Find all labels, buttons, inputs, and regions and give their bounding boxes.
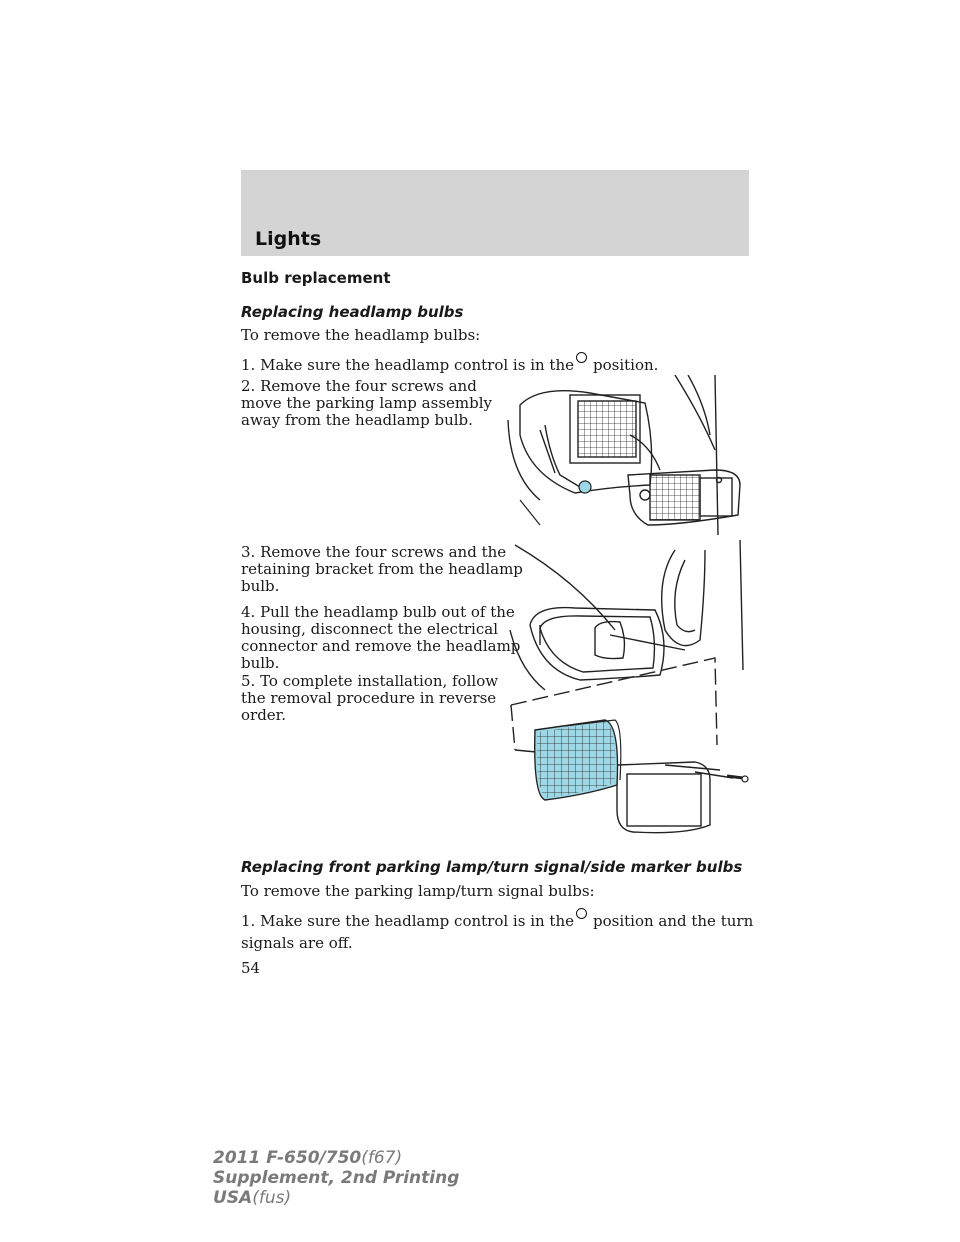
step-2 [241,378,492,429]
step-2-line: away from the headlamp bulb. [241,411,473,429]
step-1-text-b: position. [592,356,659,374]
heading-replacing-parking-lamp: Replacing front parking lamp/turn signal/side marker bulbs [241,858,743,876]
step-1 [241,352,658,374]
step-4-line: connector and remove the headlamp [241,637,521,655]
footer-region-code: (fus) [252,1188,292,1208]
step-4 [241,604,520,672]
headlamp-bulb-removal-illustration [505,540,760,840]
footer-region: USA [213,1188,253,1208]
intro-headlamp: To remove the headlamp bulbs: [241,326,481,344]
step-4-line: housing, disconnect the electrical [241,620,498,638]
step-2-line: 2. Remove the four screws and [241,377,477,395]
parking-step-1-text-b: position and the turn [592,912,754,930]
heading-bulb-replacement: Bulb replacement [241,269,391,287]
step-3 [241,544,523,595]
step-4-line: 4. Pull the headlamp bulb out of the [241,603,515,621]
step-3-line: bulb. [241,577,280,595]
step-3-line: retaining bracket from the headlamp [241,560,523,578]
step-2-line: move the parking lamp assembly [241,394,492,412]
parking-step-1-text-c: signals are off. [241,934,353,952]
section-header-band [241,170,749,256]
parking-step-1 [241,908,753,952]
circle-off-icon [576,352,587,363]
heading-replacing-headlamp: Replacing headlamp bulbs [241,303,464,321]
step-3-line: 3. Remove the four screws and the [241,543,507,561]
step-4-line: bulb. [241,654,280,672]
footer-model: 2011 F-650/750 [213,1148,362,1168]
step-5-line: 5. To complete installation, follow [241,672,499,690]
step-5-line: order. [241,706,286,724]
footer-model-code: (f67) [361,1148,403,1168]
section-title: Lights [255,228,322,250]
page-number: 54 [241,959,261,977]
step-1-text-a: 1. Make sure the headlamp control is in the [241,356,574,374]
footer-print-info [213,1148,459,1208]
parking-step-1-text-a: 1. Make sure the headlamp control is in the [241,912,574,930]
step-5 [241,673,498,724]
parking-lamp-removal-illustration [500,375,755,535]
footer-supplement: Supplement, 2nd Printing [213,1168,460,1188]
intro-parking: To remove the parking lamp/turn signal bulbs: [241,882,595,900]
step-5-line: the removal procedure in reverse [241,689,497,707]
circle-off-icon [576,908,587,919]
